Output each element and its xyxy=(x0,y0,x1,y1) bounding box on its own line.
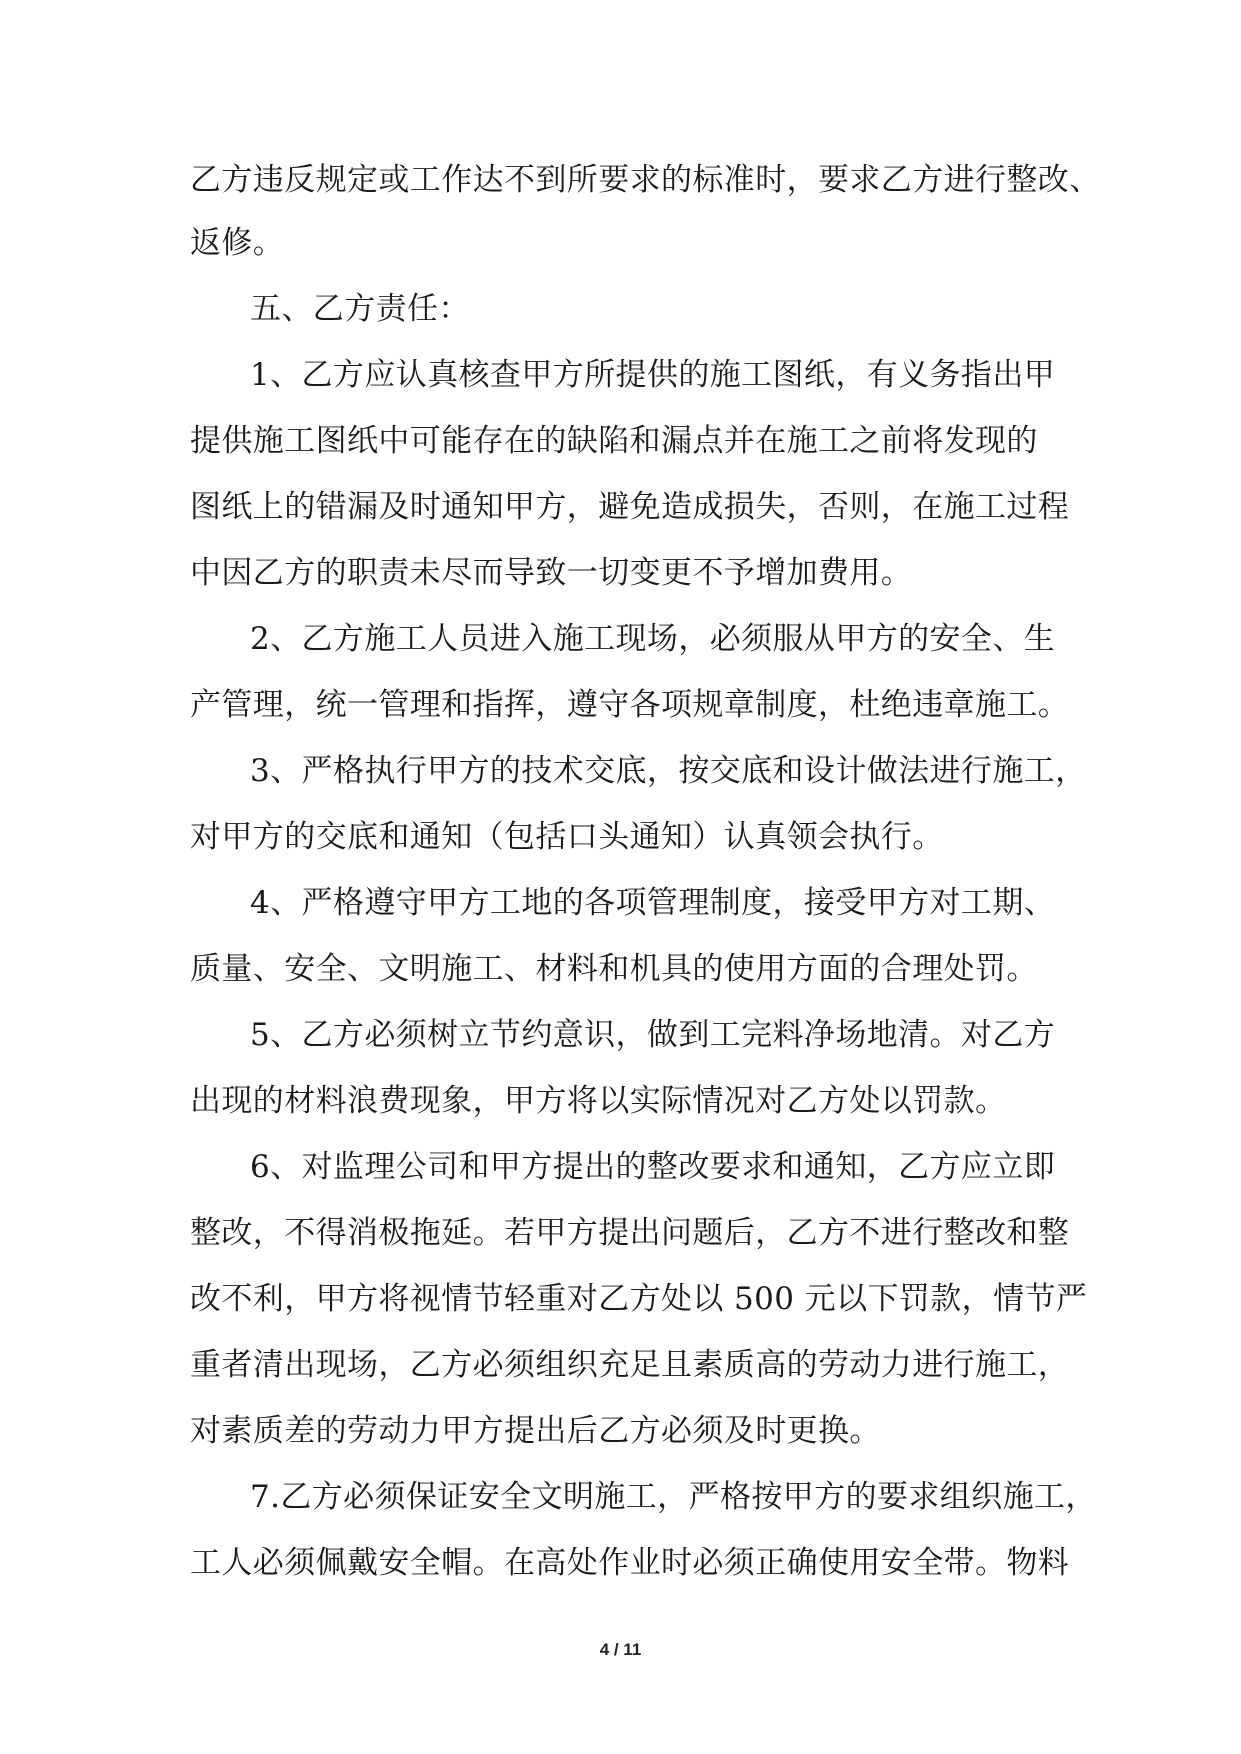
text-line: 出现的材料浪费现象，甲方将以实际情况对乙方处以罚款。 xyxy=(190,1083,1007,1119)
text-line: 对素质差的劳动力甲方提出后乙方必须及时更换。 xyxy=(190,1413,881,1449)
text-line: 图纸上的错漏及时通知甲方，避免造成损失，否则，在施工过程 xyxy=(190,489,1070,525)
text-line: 返修。 xyxy=(190,225,285,261)
text-line: 1、乙方应认真核查甲方所提供的施工图纸，有义务指出甲 xyxy=(250,357,1056,393)
text-line: 质量、安全、文明施工、材料和机具的使用方面的合理处罚。 xyxy=(190,951,1038,987)
text-line: 产管理，统一管理和指挥，遵守各项规章制度，杜绝违章施工。 xyxy=(190,687,1070,723)
text-line: 7.乙方必须保证安全文明施工，严格按甲方的要求组织施工， xyxy=(250,1479,1097,1515)
text-line: 重者清出现场，乙方必须组织充足且素质高的劳动力进行施工， xyxy=(190,1347,1070,1383)
text-line: 工人必须佩戴安全帽。在高处作业时必须正确使用安全带。物料 xyxy=(190,1545,1070,1581)
section-heading: 五、乙方责任： xyxy=(250,291,470,327)
page-number: 4 / 11 xyxy=(599,1640,642,1659)
text-line: 4、严格遵守甲方工地的各项管理制度，接受甲方对工期、 xyxy=(250,885,1056,921)
text-line: 提供施工图纸中可能存在的缺陷和漏点并在施工之前将发现的 xyxy=(190,423,1038,459)
text-line: 5、乙方必须树立节约意识，做到工完料净场地清。对乙方 xyxy=(250,1017,1056,1053)
text-line: 乙方违反规定或工作达不到所要求的标准时，要求乙方进行整改、 xyxy=(190,162,1101,198)
text-line: 2、乙方施工人员进入施工现场，必须服从甲方的安全、生 xyxy=(250,621,1056,657)
text-line: 对甲方的交底和通知（包括口头通知）认真领会执行。 xyxy=(190,819,944,855)
text-line: 改不利，甲方将视情节轻重对乙方处以 500 元以下罚款，情节严 xyxy=(190,1281,1088,1317)
text-line: 中因乙方的职责未尽而导致一切变更不予增加费用。 xyxy=(190,555,913,591)
text-line: 3、严格执行甲方的技术交底，按交底和设计做法进行施工， xyxy=(250,753,1087,789)
text-line: 整改，不得消极拖延。若甲方提出问题后，乙方不进行整改和整 xyxy=(190,1215,1070,1251)
text-line: 6、对监理公司和甲方提出的整改要求和通知，乙方应立即 xyxy=(250,1149,1056,1185)
